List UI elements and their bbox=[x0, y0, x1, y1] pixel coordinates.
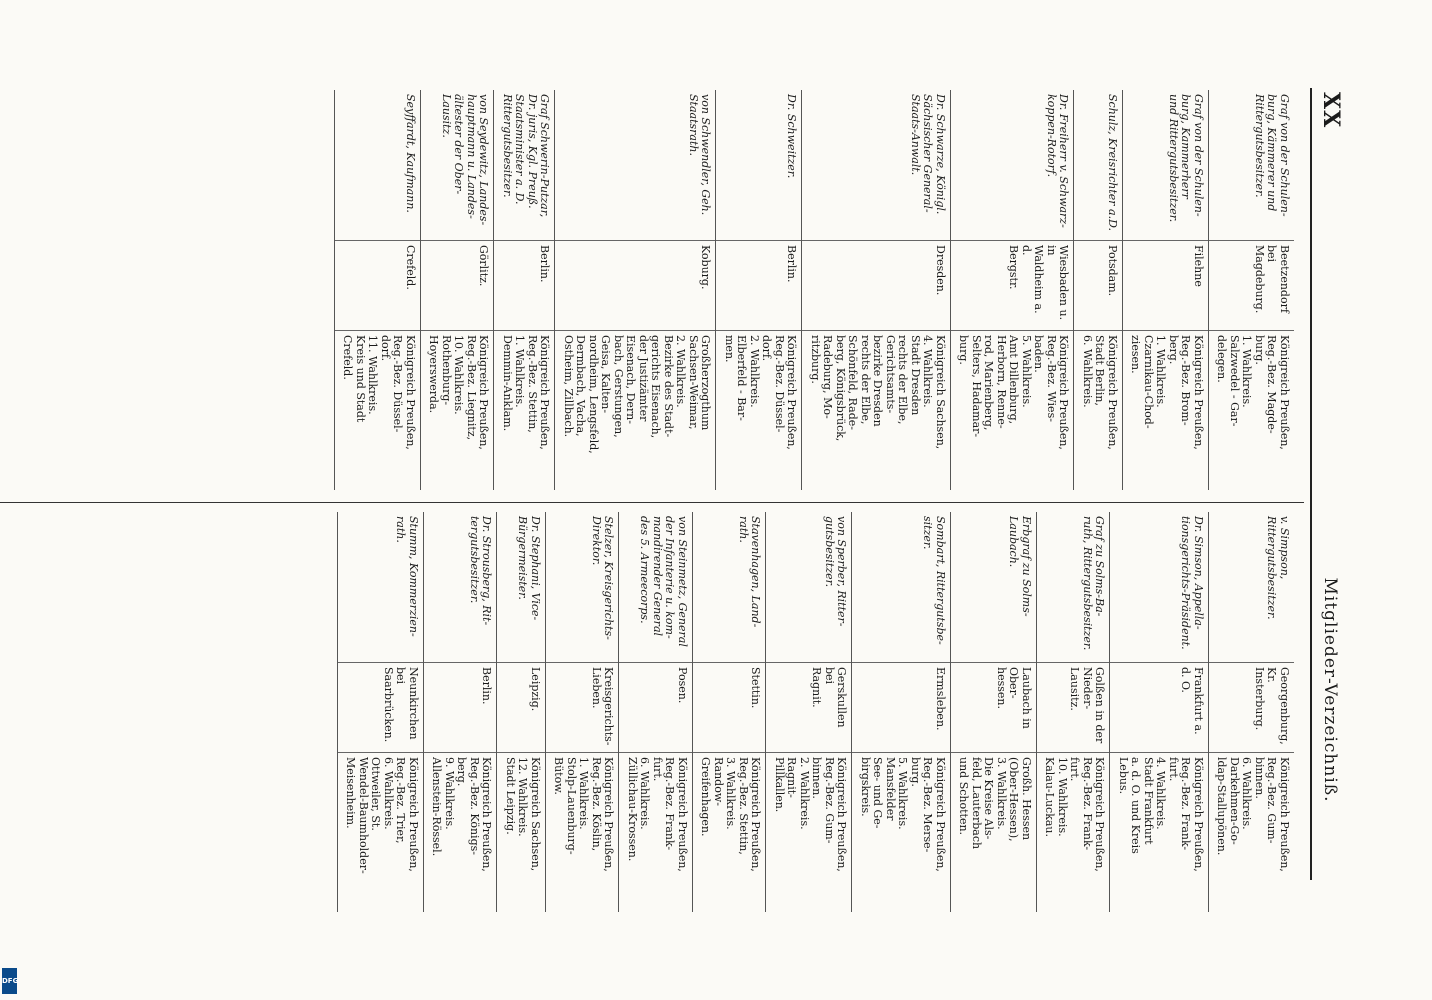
member-residence: Kreisgerichts- Lieben. bbox=[546, 662, 619, 752]
member-entry bbox=[950, 90, 1074, 490]
member-name: Sombart, Rittergutsbe- sitzer. bbox=[921, 516, 947, 645]
member-entry bbox=[1074, 90, 1123, 490]
member-residence: Golßen in der Nieder-Lausitz. bbox=[1037, 662, 1110, 752]
member-entry bbox=[950, 512, 1036, 912]
member-name: v. Simpson, Rittergutsbesitzer. bbox=[1265, 516, 1291, 620]
member-entry bbox=[1110, 512, 1209, 912]
member-district: Königreich Sachsen, 12. Wahlkreis. Stadt Leipzig. bbox=[498, 752, 546, 912]
member-district: Königreich Preußen, Reg.-Bez. Gum- binnen. 6. Wahlkreis. Darkehmen-Go- ldap-Stallupönen. bbox=[1209, 752, 1294, 912]
member-district: Königreich Preußen, Reg.-Bez. Magde- burg. 1. Wahlkreis. Salzwedel - Gar- delegen. bbox=[1209, 330, 1294, 490]
member-name: von Steinmetz, General der Infanterie u. kom- mandirender General des 5. Armeecorps. bbox=[638, 516, 689, 647]
member-name: Dr. Simson, Appella- tionsgerichts-Präsident. bbox=[1179, 516, 1205, 650]
member-district: Königreich Preußen, Reg.-Bez. Frank- furt. 4. Wahlkreis. Stadt Frankfurt a. d. O. und Kreis Lebus. bbox=[1111, 752, 1209, 912]
member-entry bbox=[692, 512, 766, 912]
member-entry bbox=[337, 512, 423, 912]
member-district: Königreich Preußen, Stadt Berlin, 6. Wahlkreis. bbox=[1075, 330, 1123, 490]
page-number: XX bbox=[1318, 92, 1344, 129]
member-entry bbox=[420, 90, 494, 490]
member-residence: Neunkirchen bei Saarbrücken. bbox=[338, 662, 423, 752]
member-name: Dr. Strousberg, Rit- tergutsbesitzer. bbox=[468, 516, 494, 626]
member-name: Seyffardt, Kaufmann. bbox=[404, 94, 417, 213]
member-entry bbox=[555, 90, 716, 490]
running-head: Mitglieder-Verzeichniß. bbox=[1320, 577, 1340, 803]
member-entry bbox=[852, 512, 951, 912]
member-name: Dr. Schweitzer. bbox=[785, 94, 799, 179]
member-residence: Koburg. bbox=[556, 240, 716, 330]
member-entry bbox=[716, 90, 802, 490]
member-name: Dr. Freiherr v. Schwarz- koppen-Rotorf. bbox=[1045, 94, 1071, 228]
member-entry bbox=[802, 90, 951, 490]
member-name: Graf von der Schulen- burg, Kammerherr und Rittergutsbesitzer. bbox=[1167, 94, 1205, 223]
member-residence: Ermsleben. bbox=[853, 662, 951, 752]
member-residence: Wiesbaden u. in Waldheim a. d. Bergstr. bbox=[951, 240, 1074, 330]
member-residence: Beetzendorf bei Magdeburg. bbox=[1209, 240, 1294, 330]
member-name: von Seydewitz, Landes- hauptmann u. Landes- ältester der Ober-Lausitz. bbox=[440, 94, 491, 226]
member-residence: Filehne bbox=[1123, 240, 1208, 330]
header-rule bbox=[1310, 88, 1312, 880]
left-column bbox=[334, 90, 1294, 490]
member-entry bbox=[766, 512, 852, 912]
member-district: Königreich Preußen, Reg.-Bez. Königs- berg. 9. Wahlkreis. Allenstein-Rössel. bbox=[424, 752, 497, 912]
member-name: Graf zu Solms-Ba- ruth, Rittergutsbesitzer. bbox=[1081, 516, 1107, 651]
member-residence: Görlitz. bbox=[421, 240, 494, 330]
member-district: Königreich Preußen, Reg.-Bez. Frank- furt. 6. Wahlkreis. Züllichau-Krossen. bbox=[620, 752, 693, 912]
member-residence: Dresden. bbox=[803, 240, 951, 330]
dfg-logo: DFG bbox=[2, 968, 17, 994]
member-residence: Laubach in Ober- hessen. bbox=[951, 662, 1036, 752]
member-district: Königreich Preußen, Reg.-Bez. Düssel- dorf. 11. Wahlkreis. Kreis und Stadt Crefeld. bbox=[335, 330, 420, 490]
member-district: Königreich Preußen, Reg.-Bez. Düssel- dorf. 2. Wahlkreis. Elberfeld - Bar- men. bbox=[717, 330, 802, 490]
member-residence: Posen. bbox=[620, 662, 693, 752]
member-entry bbox=[545, 512, 619, 912]
member-residence: Gerskullen bei Ragnit. bbox=[767, 662, 852, 752]
member-name: Stumm, Kommerzien- rath. bbox=[394, 516, 420, 637]
member-district: Königreich Preußen, Reg.-Bez. Wies- baden. 5. Wahlkreis. Amt Dillenburg, Herborn, Renne- rod, Marienberg, Selters, Hadamar- burg. bbox=[951, 330, 1074, 490]
member-entry bbox=[1208, 512, 1294, 912]
member-entry bbox=[497, 512, 546, 912]
member-district: Königreich Preußen, Reg.-Bez. Stettin, 3. Wahlkreis. Randow- Greifenhagen. bbox=[693, 752, 766, 912]
member-district: Königreich Preußen, Reg.-Bez. Gum- binnen. 2. Wahlkreis. Ragnit- Pillkallen. bbox=[767, 752, 852, 912]
member-district: Königreich Preußen, Reg.-Bez. Brom- berg. 1. Wahlkreis. Czarnikau-Chod- ziesen. bbox=[1123, 330, 1208, 490]
member-residence: Berlin. bbox=[495, 240, 555, 330]
member-residence: Potsdam. bbox=[1075, 240, 1123, 330]
member-entry bbox=[423, 512, 497, 912]
member-name: Schulz, Kreisrichter a.D. bbox=[1106, 94, 1119, 232]
member-name: von Sperber, Ritter- gutsbesitzer. bbox=[823, 516, 849, 627]
member-district: Königreich Sachsen, 4. Wahlkreis. Stadt Dresden rechts der Elbe, Gerichtsamts- bezirke Dresden rechts der Elbe, Schönfeld, Rade- berg, Königsbrück, Radeburg, Mo- ritzburg. bbox=[803, 330, 951, 490]
right-column bbox=[337, 512, 1294, 912]
member-residence: Crefeld. bbox=[335, 240, 420, 330]
column-divider bbox=[0, 502, 1304, 503]
credit-strip bbox=[0, 0, 30, 1000]
member-name: Graf von der Schulen- burg, Kämmerer und Rittergutsbesitzer. bbox=[1253, 94, 1291, 217]
member-district: Königreich Preußen, Reg.-Bez. Stettin, 1. Wahlkreis. Demmin-Anklam. bbox=[495, 330, 555, 490]
member-residence: Stettin. bbox=[693, 662, 766, 752]
member-district: Großh. Hessen (Ober-Hessen), 3. Wahlkreis. Die Kreise Als- feld, Lauterbach und Schotten. bbox=[951, 752, 1036, 912]
member-residence: Berlin. bbox=[424, 662, 497, 752]
member-residence: Georgenburg, Kr. Insterburg. bbox=[1209, 662, 1294, 752]
member-name: Dr. Stephani, Vice- Bürgermeister. bbox=[516, 516, 542, 621]
member-residence: Frankfurt a. d. O. bbox=[1111, 662, 1209, 752]
member-entry bbox=[1122, 90, 1208, 490]
member-name: Stelzer, Kreisgerichts- Direktor. bbox=[590, 516, 616, 640]
member-entry bbox=[1036, 512, 1110, 912]
member-entry bbox=[494, 90, 555, 490]
member-name: von Schwendler, Geh. Staatsrath. bbox=[687, 94, 713, 216]
member-name: Dr. Schwarze, Königl. Sächsischer General- Staats-Anwalt. bbox=[909, 94, 947, 215]
member-district: Königreich Preußen, Reg.-Bez. Liegnitz, 10. Wahlkreis. Rothenburg- Hoyerswerda. bbox=[421, 330, 494, 490]
member-name: Erbgraf zu Solms- Laubach. bbox=[1007, 516, 1033, 617]
member-entry bbox=[1208, 90, 1294, 490]
member-entry bbox=[334, 90, 420, 490]
member-district: Königreich Preußen, Reg.-Bez. Frank- furt. 10. Wahlkreis. Kalau-Luckau. bbox=[1037, 752, 1110, 912]
member-district: Königreich Preußen, Reg.-Bez. Trier, 6. Wahlkreis. Ottweiler, St. Wendel-Baumholder- Meisenheim. bbox=[338, 752, 423, 912]
member-name: Graf Schwerin-Putzar, Dr. juris, Kgl. Preuß. Staatsminister a. D. Rittergutsbesitzer. bbox=[501, 94, 552, 218]
member-entry bbox=[619, 512, 693, 912]
member-name: Stavenhagen, Land- rath. bbox=[737, 516, 763, 628]
member-district: Großherzogthum Sachsen-Weimar, 2. Wahlkreis. Bezirke des Stadt- gerichts Eisenach, der Justizämter Eisenach, Dern- bach, Gerstungen, Geisa, Kalten- nordheim, Lengsfeld, Dermbach, Vacha, Ostheim, Zillbach. bbox=[556, 330, 716, 490]
member-district: Königreich Preußen, Reg.-Bez. Merse- burg. 5. Wahlkreis. Mansfelder See- und Ge- birgskreis. bbox=[853, 752, 951, 912]
member-residence: Berlin. bbox=[717, 240, 802, 330]
member-district: Königreich Preußen, Reg.-Bez. Köslin, 1. Wahlkreis. Stolp-Lauenburg- Bütow. bbox=[546, 752, 619, 912]
member-residence: Leipzig. bbox=[498, 662, 546, 752]
